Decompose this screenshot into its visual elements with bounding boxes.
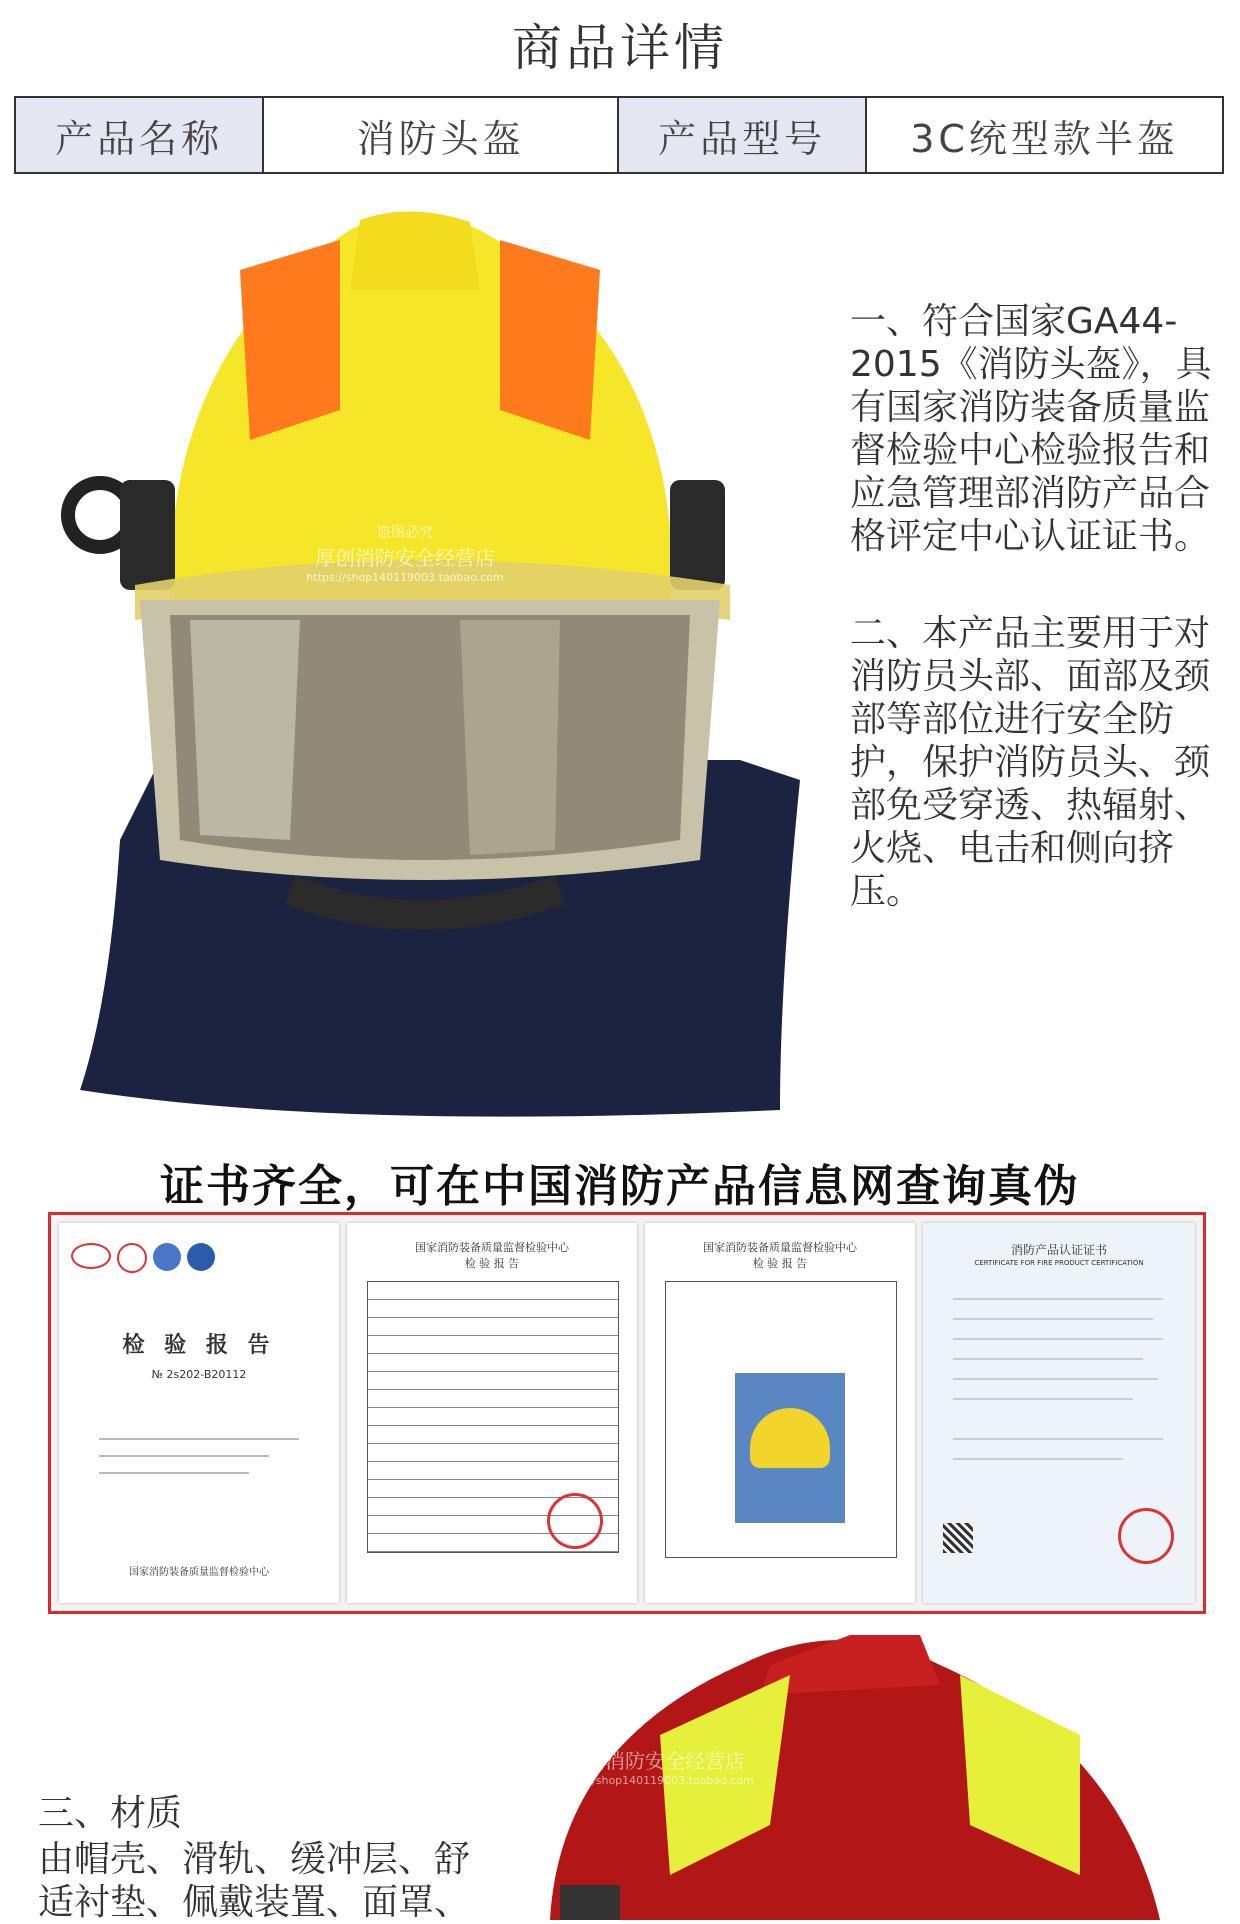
doc2-title: 检 验 报 告 (464, 1257, 520, 1270)
red-seal-icon (1118, 1508, 1174, 1564)
doc4-subtitle: CERTIFICATE FOR FIRE PRODUCT CERTIFICATION (974, 1259, 1144, 1267)
spec-table (14, 96, 1224, 174)
watermark-line2: 厚创消防安全经营店 (315, 546, 495, 570)
material-heading: 三、材质 (38, 1793, 183, 1834)
doc1-footer: 国家消防装备质量监督检验中心 (129, 1567, 269, 1578)
doc1-number: № 2s202-B20112 (151, 1368, 247, 1381)
doc3-photo (735, 1373, 845, 1523)
qr-code-icon (943, 1523, 973, 1553)
ma-logo-icon (71, 1243, 111, 1269)
certificate-report-photo (645, 1223, 915, 1603)
certificates-frame (48, 1212, 1206, 1614)
spec-value-model: 3C统型款半盔 (867, 98, 1222, 172)
doc3-title: 检 验 报 告 (752, 1257, 808, 1270)
certificate-inspection-report-table (347, 1223, 637, 1603)
spec-value-name: 消防头盔 (264, 98, 619, 172)
watermark-bottom (530, 1745, 780, 1787)
ca-logo-icon (117, 1243, 147, 1273)
logo-row (71, 1243, 215, 1273)
description-p2: 二、本产品主要用于对消防员头部、面部及颈部等部位进行安全防护，保护消防员头、颈部免受穿透、热辐射、火烧、电击和侧向挤压。 (850, 613, 1211, 912)
doc2-header: 国家消防装备质量监督检验中心 (415, 1241, 569, 1254)
page-title: 商品详情 (512, 19, 728, 77)
watermark-line3: https://shop140119003.taobao.com (306, 571, 504, 584)
certificates-heading: 证书齐全，可在中国消防产品信息网查询真伪 (160, 1161, 1080, 1212)
watermark-bottom-line2: 厚创消防安全经营店 (565, 1749, 745, 1773)
cnas-logo-icon (187, 1243, 215, 1271)
doc1-title: 检 验 报 告 (122, 1333, 276, 1358)
ilac-logo-icon (153, 1243, 181, 1271)
spec-label-name: 产品名称 (16, 98, 264, 172)
yellow-helmet-image (40, 200, 820, 1140)
description-p1: 一、符合国家GA44-2015《消防头盔》，具有国家消防装备质量监督检验中心检验报告和应急管理部消防产品合格评定中心认证证书。 (850, 301, 1212, 557)
spec-label-model: 产品型号 (619, 98, 867, 172)
certificate-inspection-cover (59, 1223, 339, 1603)
certificate-fire-product (923, 1223, 1195, 1603)
watermark-line1: 盗图必究 (377, 525, 433, 541)
doc4-title: 消防产品认证证书 (1010, 1243, 1107, 1257)
watermark-bottom-line3: https://shop140119003.taobao.com (556, 1774, 754, 1787)
red-seal-icon (547, 1493, 603, 1549)
helmet-photo-icon (750, 1408, 830, 1468)
doc3-header: 国家消防装备质量监督检验中心 (703, 1241, 857, 1254)
material-text: 由帽壳、滑轨、缓冲层、舒适衬垫、佩戴装置、面罩、 (38, 1839, 471, 1923)
watermark (280, 522, 530, 602)
